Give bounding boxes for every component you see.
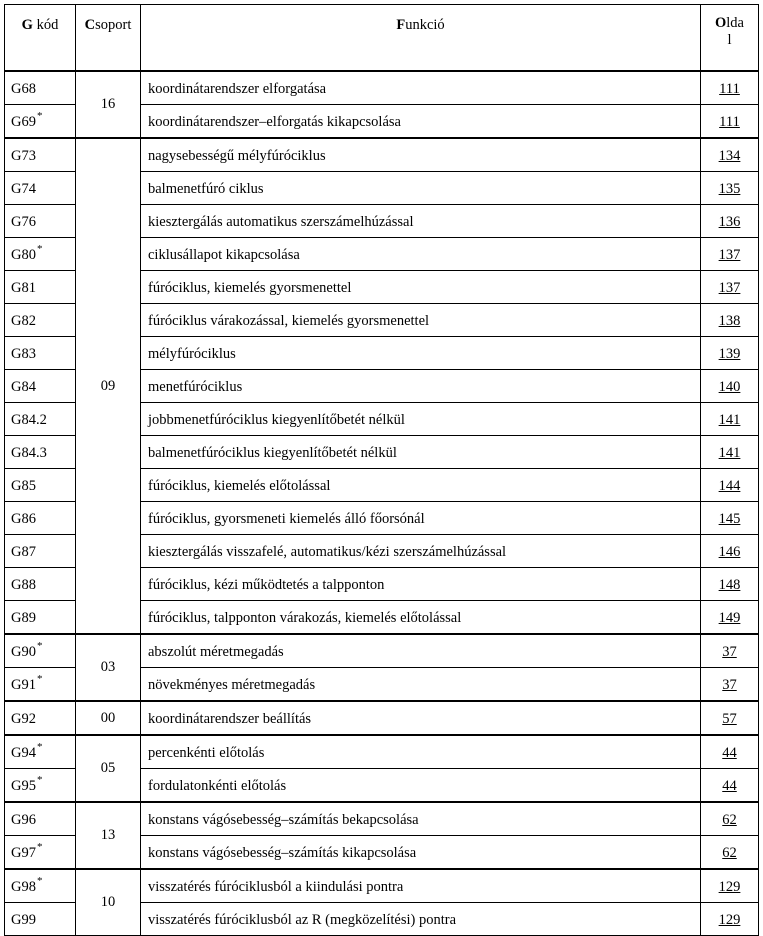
cell-code bbox=[5, 568, 76, 601]
cell-code bbox=[5, 304, 76, 337]
table-row bbox=[5, 869, 759, 903]
cell-function: ciklusállapot kikapcsolása bbox=[141, 238, 701, 271]
page-link[interactable]: 44 bbox=[722, 745, 737, 761]
code-text: G85 bbox=[11, 478, 36, 494]
cell-group: 13 bbox=[76, 802, 141, 869]
cell-page bbox=[701, 869, 759, 903]
cell-code bbox=[5, 701, 76, 735]
header-code: G kód bbox=[5, 5, 76, 72]
page-link[interactable]: 145 bbox=[718, 511, 741, 527]
table-row bbox=[5, 735, 759, 769]
code-text: G83 bbox=[11, 346, 36, 362]
cell-function: visszatérés fúróciklusból az R (megközelítési) pontra bbox=[141, 903, 701, 936]
modal-default-marker: * bbox=[36, 774, 43, 787]
cell-function: fordulatonkénti előtolás bbox=[141, 769, 701, 803]
cell-function: koordinátarendszer–elforgatás kikapcsolása bbox=[141, 105, 701, 139]
page-link[interactable]: 44 bbox=[722, 778, 737, 794]
cell-function: konstans vágósebesség–számítás bekapcsolása bbox=[141, 802, 701, 836]
modal-default-marker: * bbox=[36, 640, 43, 653]
cell-function: fúróciklus, kézi működtetés a talpponton bbox=[141, 568, 701, 601]
cell-page bbox=[701, 370, 759, 403]
code-text: G92 bbox=[11, 711, 36, 727]
cell-page bbox=[701, 535, 759, 568]
code-text: G97 bbox=[11, 845, 36, 861]
page-link[interactable]: 137 bbox=[718, 280, 741, 296]
code-text: G84.3 bbox=[11, 445, 47, 461]
page-link[interactable]: 134 bbox=[718, 148, 741, 164]
cell-group: 00 bbox=[76, 701, 141, 735]
cell-page bbox=[701, 735, 759, 769]
cell-code bbox=[5, 238, 76, 271]
header-function: Funkció bbox=[141, 5, 701, 72]
header-page: Olda l bbox=[701, 5, 759, 72]
cell-page bbox=[701, 701, 759, 735]
cell-page bbox=[701, 271, 759, 304]
modal-default-marker: * bbox=[36, 110, 43, 123]
cell-page bbox=[701, 836, 759, 870]
code-text: G74 bbox=[11, 181, 36, 197]
cell-function: balmenetfúróciklus kiegyenlítőbetét nélkül bbox=[141, 436, 701, 469]
page-link[interactable]: 140 bbox=[718, 379, 741, 395]
cell-code bbox=[5, 436, 76, 469]
table-body bbox=[5, 71, 759, 936]
cell-code bbox=[5, 903, 76, 936]
page-link[interactable]: 136 bbox=[718, 214, 741, 230]
cell-function: menetfúróciklus bbox=[141, 370, 701, 403]
cell-code bbox=[5, 668, 76, 702]
code-text: G73 bbox=[11, 148, 36, 164]
cell-code bbox=[5, 205, 76, 238]
cell-code bbox=[5, 337, 76, 370]
page-link[interactable]: 149 bbox=[718, 610, 741, 626]
cell-page bbox=[701, 205, 759, 238]
cell-code bbox=[5, 469, 76, 502]
cell-page bbox=[701, 436, 759, 469]
cell-code bbox=[5, 138, 76, 172]
page-link[interactable]: 137 bbox=[718, 247, 741, 263]
cell-function: kiesztergálás visszafelé, automatikus/kézi szerszámelhúzással bbox=[141, 535, 701, 568]
table-row bbox=[5, 71, 759, 105]
code-text: G99 bbox=[11, 912, 36, 928]
code-text: G84 bbox=[11, 379, 36, 395]
cell-function: mélyfúróciklus bbox=[141, 337, 701, 370]
cell-page bbox=[701, 172, 759, 205]
page-link[interactable]: 62 bbox=[722, 812, 737, 828]
cell-function: fúróciklus, talpponton várakozás, kiemelés előtolással bbox=[141, 601, 701, 635]
cell-page bbox=[701, 138, 759, 172]
code-text: G91 bbox=[11, 677, 36, 693]
cell-function: kiesztergálás automatikus szerszámelhúzással bbox=[141, 205, 701, 238]
page-link[interactable]: 139 bbox=[718, 346, 741, 362]
cell-function: percenkénti előtolás bbox=[141, 735, 701, 769]
cell-page bbox=[701, 469, 759, 502]
page-link[interactable]: 148 bbox=[718, 577, 741, 593]
code-text: G90 bbox=[11, 644, 36, 660]
cell-function: nagysebességű mélyfúróciklus bbox=[141, 138, 701, 172]
modal-default-marker: * bbox=[36, 875, 43, 888]
cell-group: 05 bbox=[76, 735, 141, 802]
code-text: G89 bbox=[11, 610, 36, 626]
cell-function: koordinátarendszer elforgatása bbox=[141, 71, 701, 105]
cell-page bbox=[701, 238, 759, 271]
code-text: G82 bbox=[11, 313, 36, 329]
page-link[interactable]: 141 bbox=[718, 412, 741, 428]
cell-function: fúróciklus, kiemelés előtolással bbox=[141, 469, 701, 502]
page-link[interactable]: 129 bbox=[718, 879, 741, 895]
code-text: G81 bbox=[11, 280, 36, 296]
cell-code bbox=[5, 735, 76, 769]
cell-function: fúróciklus, kiemelés gyorsmenettel bbox=[141, 271, 701, 304]
table-row bbox=[5, 701, 759, 735]
page-link[interactable]: 129 bbox=[718, 912, 741, 928]
page-link[interactable]: 37 bbox=[722, 677, 737, 693]
code-text: G96 bbox=[11, 812, 36, 828]
cell-code bbox=[5, 769, 76, 803]
gcode-table bbox=[4, 4, 759, 936]
modal-default-marker: * bbox=[36, 741, 43, 754]
cell-page bbox=[701, 769, 759, 803]
cell-page bbox=[701, 304, 759, 337]
cell-code bbox=[5, 172, 76, 205]
code-text: G76 bbox=[11, 214, 36, 230]
cell-function: konstans vágósebesség–számítás kikapcsolása bbox=[141, 836, 701, 870]
table-row bbox=[5, 634, 759, 668]
cell-page bbox=[701, 337, 759, 370]
header-group: Csoport bbox=[76, 5, 141, 72]
modal-default-marker: * bbox=[36, 673, 43, 686]
code-text: G87 bbox=[11, 544, 36, 560]
cell-code bbox=[5, 601, 76, 635]
cell-page bbox=[701, 634, 759, 668]
code-text: G88 bbox=[11, 577, 36, 593]
cell-function: fúróciklus, gyorsmeneti kiemelés álló főorsónál bbox=[141, 502, 701, 535]
cell-function: jobbmenetfúróciklus kiegyenlítőbetét nélkül bbox=[141, 403, 701, 436]
page-link[interactable]: 111 bbox=[719, 114, 740, 130]
code-text: G86 bbox=[11, 511, 36, 527]
cell-page bbox=[701, 403, 759, 436]
page-link[interactable]: 62 bbox=[722, 845, 737, 861]
cell-group: 16 bbox=[76, 71, 141, 138]
cell-function: visszatérés fúróciklusból a kiindulási pontra bbox=[141, 869, 701, 903]
cell-code bbox=[5, 71, 76, 105]
cell-code bbox=[5, 403, 76, 436]
cell-function: növekményes méretmegadás bbox=[141, 668, 701, 702]
cell-page bbox=[701, 105, 759, 139]
page-link[interactable]: 144 bbox=[718, 478, 741, 494]
cell-code bbox=[5, 869, 76, 903]
cell-code bbox=[5, 502, 76, 535]
page-link[interactable]: 141 bbox=[718, 445, 741, 461]
code-text: G84.2 bbox=[11, 412, 47, 428]
cell-code bbox=[5, 836, 76, 870]
cell-code bbox=[5, 105, 76, 139]
page-link[interactable]: 138 bbox=[718, 313, 741, 329]
cell-page bbox=[701, 601, 759, 635]
header-row bbox=[5, 5, 759, 72]
cell-code bbox=[5, 271, 76, 304]
cell-code bbox=[5, 802, 76, 836]
code-text: G80 bbox=[11, 247, 36, 263]
page-link[interactable]: 37 bbox=[722, 644, 737, 660]
page-link[interactable]: 135 bbox=[718, 181, 741, 197]
page-link[interactable]: 146 bbox=[718, 544, 741, 560]
cell-code bbox=[5, 634, 76, 668]
page-link[interactable]: 57 bbox=[722, 711, 737, 727]
code-text: G95 bbox=[11, 778, 36, 794]
code-text: G68 bbox=[11, 81, 36, 97]
cell-page bbox=[701, 568, 759, 601]
cell-code bbox=[5, 370, 76, 403]
cell-page bbox=[701, 668, 759, 702]
cell-function: koordinátarendszer beállítás bbox=[141, 701, 701, 735]
cell-function: fúróciklus várakozással, kiemelés gyorsmenettel bbox=[141, 304, 701, 337]
cell-group: 03 bbox=[76, 634, 141, 701]
table-row bbox=[5, 802, 759, 836]
page-link[interactable]: 111 bbox=[719, 81, 740, 97]
cell-function: balmenetfúró ciklus bbox=[141, 172, 701, 205]
modal-default-marker: * bbox=[36, 841, 43, 854]
cell-page bbox=[701, 802, 759, 836]
cell-group: 09 bbox=[76, 138, 141, 634]
code-text: G94 bbox=[11, 745, 36, 761]
cell-function: abszolút méretmegadás bbox=[141, 634, 701, 668]
cell-page bbox=[701, 903, 759, 936]
code-text: G69 bbox=[11, 114, 36, 130]
table-row bbox=[5, 138, 759, 172]
modal-default-marker: * bbox=[36, 243, 43, 256]
code-text: G98 bbox=[11, 879, 36, 895]
cell-page bbox=[701, 71, 759, 105]
cell-group: 10 bbox=[76, 869, 141, 936]
cell-code bbox=[5, 535, 76, 568]
cell-page bbox=[701, 502, 759, 535]
